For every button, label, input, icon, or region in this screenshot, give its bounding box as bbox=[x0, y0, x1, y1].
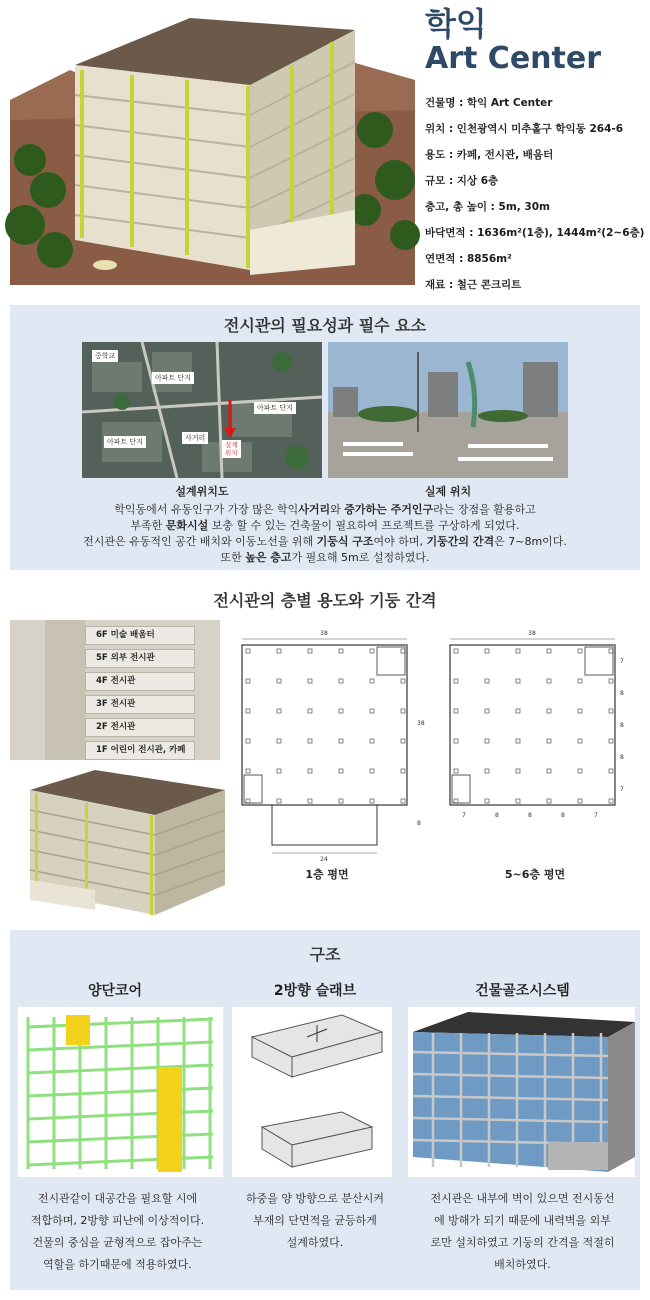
structure-title: 구조 bbox=[309, 945, 341, 964]
desc-text: 전시관은 유동적인 공간 배치와 이동노선을 위해 bbox=[83, 535, 317, 548]
building-model-3d bbox=[25, 765, 225, 920]
structure-col-3-head: 건물골조시스템 bbox=[475, 983, 570, 999]
plan-column bbox=[516, 799, 520, 803]
desc-text: 부족한 bbox=[130, 519, 166, 532]
map-label-site: 설계 위치 bbox=[222, 440, 241, 458]
desc-line-4 bbox=[10, 550, 640, 566]
plan-column bbox=[609, 649, 613, 653]
plan-column bbox=[547, 799, 551, 803]
desc-bold: 기둥간의 간격 bbox=[426, 535, 495, 548]
map-label-school: 중학교 bbox=[92, 350, 118, 362]
plan-column bbox=[454, 799, 458, 803]
plan-column bbox=[308, 769, 312, 773]
plan-column bbox=[308, 739, 312, 743]
plan-column bbox=[485, 799, 489, 803]
title-korean: 학익 bbox=[425, 5, 487, 43]
structure-col-2-text bbox=[225, 1188, 405, 1254]
info-material: 재료 : 철근 콘크리트 bbox=[425, 279, 522, 291]
plan-column bbox=[339, 679, 343, 683]
floor-5: 5F 외부 전시관 bbox=[85, 649, 195, 668]
plan-column bbox=[246, 649, 250, 653]
desc-bold: 증가하는 주거인구 bbox=[344, 503, 434, 516]
caption-site-photo: 실제 위치 bbox=[424, 485, 472, 498]
plan-column bbox=[454, 739, 458, 743]
col-1-line: 적합하며, 2방향 피난에 이상적이다. bbox=[30, 1214, 205, 1227]
plan2-dim-right: 8 bbox=[620, 690, 624, 697]
caption-site-map: 설계위치도 bbox=[175, 485, 229, 498]
desc-text: 학익동에서 유동인구가 가장 많은 학익 bbox=[114, 503, 299, 516]
info-name: 건물명 : 학익 Art Center bbox=[425, 97, 553, 109]
plan-column bbox=[609, 709, 613, 713]
desc-line-2 bbox=[10, 518, 640, 534]
plan-column bbox=[401, 709, 405, 713]
plan-column bbox=[547, 739, 551, 743]
building-render bbox=[10, 10, 415, 285]
col-3-line: 로만 설치하였고 기둥의 간격을 적절히 bbox=[430, 1236, 615, 1249]
caption-plan-5-6: 5~6층 평면 bbox=[504, 868, 566, 881]
plan-column bbox=[246, 769, 250, 773]
plan-column bbox=[609, 799, 613, 803]
plan-column bbox=[454, 769, 458, 773]
plan2-dim-bottom: 8 bbox=[495, 812, 499, 819]
info-location: 위치 : 인천광역시 미추홀구 학익동 264-6 bbox=[425, 123, 624, 135]
plan-column bbox=[485, 679, 489, 683]
plan-floor-5-6 bbox=[440, 625, 630, 825]
plan2-dim-bottom: 7 bbox=[462, 812, 466, 819]
structure-col-3-text bbox=[410, 1188, 635, 1276]
plan-column bbox=[547, 769, 551, 773]
structure-col-1-head: 양단코어 bbox=[87, 983, 143, 999]
plan-column bbox=[339, 649, 343, 653]
floor-4: 4F 전시관 bbox=[85, 672, 195, 691]
plan2-dim-bottom: 8 bbox=[528, 812, 532, 819]
caption-plan-1: 1층 평면 bbox=[305, 868, 349, 881]
desc-line-1 bbox=[10, 502, 640, 518]
necessity-title: 전시관의 필요성과 필수 요소 bbox=[223, 316, 427, 335]
col-2-line: 하중을 양 방향으로 분산시켜 bbox=[245, 1192, 384, 1205]
plan-column bbox=[246, 739, 250, 743]
plan-column bbox=[578, 799, 582, 803]
plan-column bbox=[516, 679, 520, 683]
site-map bbox=[82, 342, 322, 478]
col-3-line: 배치하였다. bbox=[494, 1258, 551, 1271]
desc-text: 가 필요해 5m로 설정하였다. bbox=[291, 551, 430, 564]
desc-text: 보충 할 수 있는 건축물이 필요하여 프로젝트를 구상하게 되었다. bbox=[208, 519, 520, 532]
two-way-slab-image bbox=[232, 1007, 392, 1177]
plan-column bbox=[516, 739, 520, 743]
svg-text:38: 38 bbox=[417, 720, 425, 727]
necessity-panel bbox=[10, 305, 640, 570]
col-3-line: 에 방해가 되기 때문에 내력벽을 외부 bbox=[434, 1214, 611, 1227]
info-scale: 규모 : 지상 6층 bbox=[425, 175, 499, 187]
plan1-dim-top: 38 bbox=[320, 630, 328, 637]
desc-bold: 사거리 bbox=[298, 503, 331, 516]
plan2-dim-bottom: 8 bbox=[561, 812, 565, 819]
col-1-line: 전시관같이 대공간을 필요할 시에 bbox=[37, 1192, 198, 1205]
col-3-line: 전시관은 내부에 벽이 있으면 전시동선 bbox=[430, 1192, 615, 1205]
plan-column bbox=[370, 799, 374, 803]
plan-column bbox=[277, 739, 281, 743]
plan-column bbox=[308, 799, 312, 803]
floor-3: 3F 전시관 bbox=[85, 695, 195, 714]
floor-1: 1F 어린이 전시관, 카페 bbox=[85, 741, 195, 760]
plan-column bbox=[485, 769, 489, 773]
plan2-dim-right: 7 bbox=[620, 786, 624, 793]
necessity-description bbox=[10, 502, 640, 566]
floor-6: 6F 미술 배움터 bbox=[85, 626, 195, 645]
plan-column bbox=[609, 769, 613, 773]
map-label-apt-3: 아파트 단지 bbox=[104, 436, 146, 448]
plan-column bbox=[370, 739, 374, 743]
col-2-line: 부재의 단면적을 균등하게 bbox=[253, 1214, 377, 1227]
building-frame-system-image bbox=[408, 1007, 635, 1177]
map-label-apt-1: 아파트 단지 bbox=[152, 372, 194, 384]
plan-column bbox=[246, 799, 250, 803]
plan-floor-1 bbox=[232, 625, 425, 865]
plan-column bbox=[609, 739, 613, 743]
plan2-dim-right: 7 bbox=[620, 658, 624, 665]
plan-column bbox=[401, 649, 405, 653]
plan-column bbox=[277, 709, 281, 713]
plan-column bbox=[277, 679, 281, 683]
plan-column bbox=[401, 739, 405, 743]
plan-column bbox=[454, 709, 458, 713]
plan-column bbox=[485, 649, 489, 653]
plan-column bbox=[370, 769, 374, 773]
plan-column bbox=[339, 769, 343, 773]
structure-col-1-text bbox=[15, 1188, 220, 1276]
plan-column bbox=[547, 709, 551, 713]
plan-column bbox=[516, 769, 520, 773]
plan2-dim-right: 8 bbox=[620, 754, 624, 761]
plan2-dim-bottom: 7 bbox=[594, 812, 598, 819]
col-2-line: 설계하였다. bbox=[286, 1236, 344, 1249]
twin-core-frame-image bbox=[18, 1007, 223, 1177]
info-floor-area: 바닥면적 : 1636m²(1층), 1444m²(2~6층) bbox=[425, 227, 645, 239]
desc-bold: 높은 층고 bbox=[245, 551, 292, 564]
plan-column bbox=[339, 799, 343, 803]
building-info-list bbox=[425, 90, 645, 298]
plan-column bbox=[277, 799, 281, 803]
plan-column bbox=[246, 679, 250, 683]
floor-usage-diagram bbox=[10, 620, 220, 760]
structure-panel bbox=[10, 930, 640, 1290]
desc-text: 와 bbox=[330, 503, 345, 516]
floors-title: 전시관의 층별 용도와 기둥 간격 bbox=[213, 591, 437, 610]
col-1-line: 역할을 하기때문에 적용하였다. bbox=[43, 1258, 192, 1271]
plan-column bbox=[609, 679, 613, 683]
plan-column bbox=[370, 649, 374, 653]
plan-column bbox=[516, 649, 520, 653]
desc-bold: 기둥식 구조 bbox=[316, 535, 374, 548]
map-label-crossroad: 사거리 bbox=[182, 432, 208, 444]
desc-line-3 bbox=[10, 534, 640, 550]
plan-column bbox=[547, 679, 551, 683]
plan-column bbox=[370, 709, 374, 713]
desc-bold: 문화시설 bbox=[165, 519, 209, 532]
floor-2: 2F 전시관 bbox=[85, 718, 195, 737]
col-1-line: 건물의 중심을 균형적으로 잡아주는 bbox=[32, 1236, 203, 1249]
info-usage: 용도 : 카페, 전시관, 배움터 bbox=[425, 149, 554, 161]
plan-column bbox=[401, 679, 405, 683]
plan-column bbox=[547, 649, 551, 653]
svg-text:38: 38 bbox=[528, 630, 536, 637]
plan-column bbox=[485, 739, 489, 743]
desc-text: 또한 bbox=[220, 551, 246, 564]
structure-col-2-head: 2방향 슬래브 bbox=[273, 983, 357, 999]
floor-diagram-wall bbox=[45, 620, 85, 760]
plan2-dim-right: 8 bbox=[620, 722, 624, 729]
plan-column bbox=[370, 679, 374, 683]
svg-text:8: 8 bbox=[417, 820, 421, 827]
plan-column bbox=[308, 679, 312, 683]
plan-column bbox=[516, 709, 520, 713]
title-english: Art Center bbox=[425, 41, 602, 76]
plan-column bbox=[578, 709, 582, 713]
plan-column bbox=[277, 769, 281, 773]
info-total-area: 연면적 : 8856m² bbox=[425, 253, 512, 265]
plan-column bbox=[246, 709, 250, 713]
plan-column bbox=[454, 649, 458, 653]
desc-text: 은 7~8m이다. bbox=[494, 535, 567, 548]
plan-column bbox=[339, 739, 343, 743]
plan-column bbox=[277, 649, 281, 653]
plan-column bbox=[578, 649, 582, 653]
plan-column bbox=[401, 769, 405, 773]
plan-column bbox=[454, 679, 458, 683]
plan-column bbox=[578, 739, 582, 743]
plan-column bbox=[485, 709, 489, 713]
svg-text:24: 24 bbox=[320, 856, 328, 863]
site-photo bbox=[328, 342, 568, 478]
plan-column bbox=[308, 649, 312, 653]
desc-text: 여야 하며, bbox=[373, 535, 427, 548]
desc-text: 라는 장점을 활용하고 bbox=[433, 503, 536, 516]
plan-column bbox=[339, 709, 343, 713]
plan-column bbox=[401, 799, 405, 803]
plan-column bbox=[308, 709, 312, 713]
plan-column bbox=[578, 679, 582, 683]
info-height: 층고, 총 높이 : 5m, 30m bbox=[425, 201, 550, 213]
map-label-apt-2: 아파트 단지 bbox=[254, 402, 296, 414]
plan-column bbox=[578, 769, 582, 773]
